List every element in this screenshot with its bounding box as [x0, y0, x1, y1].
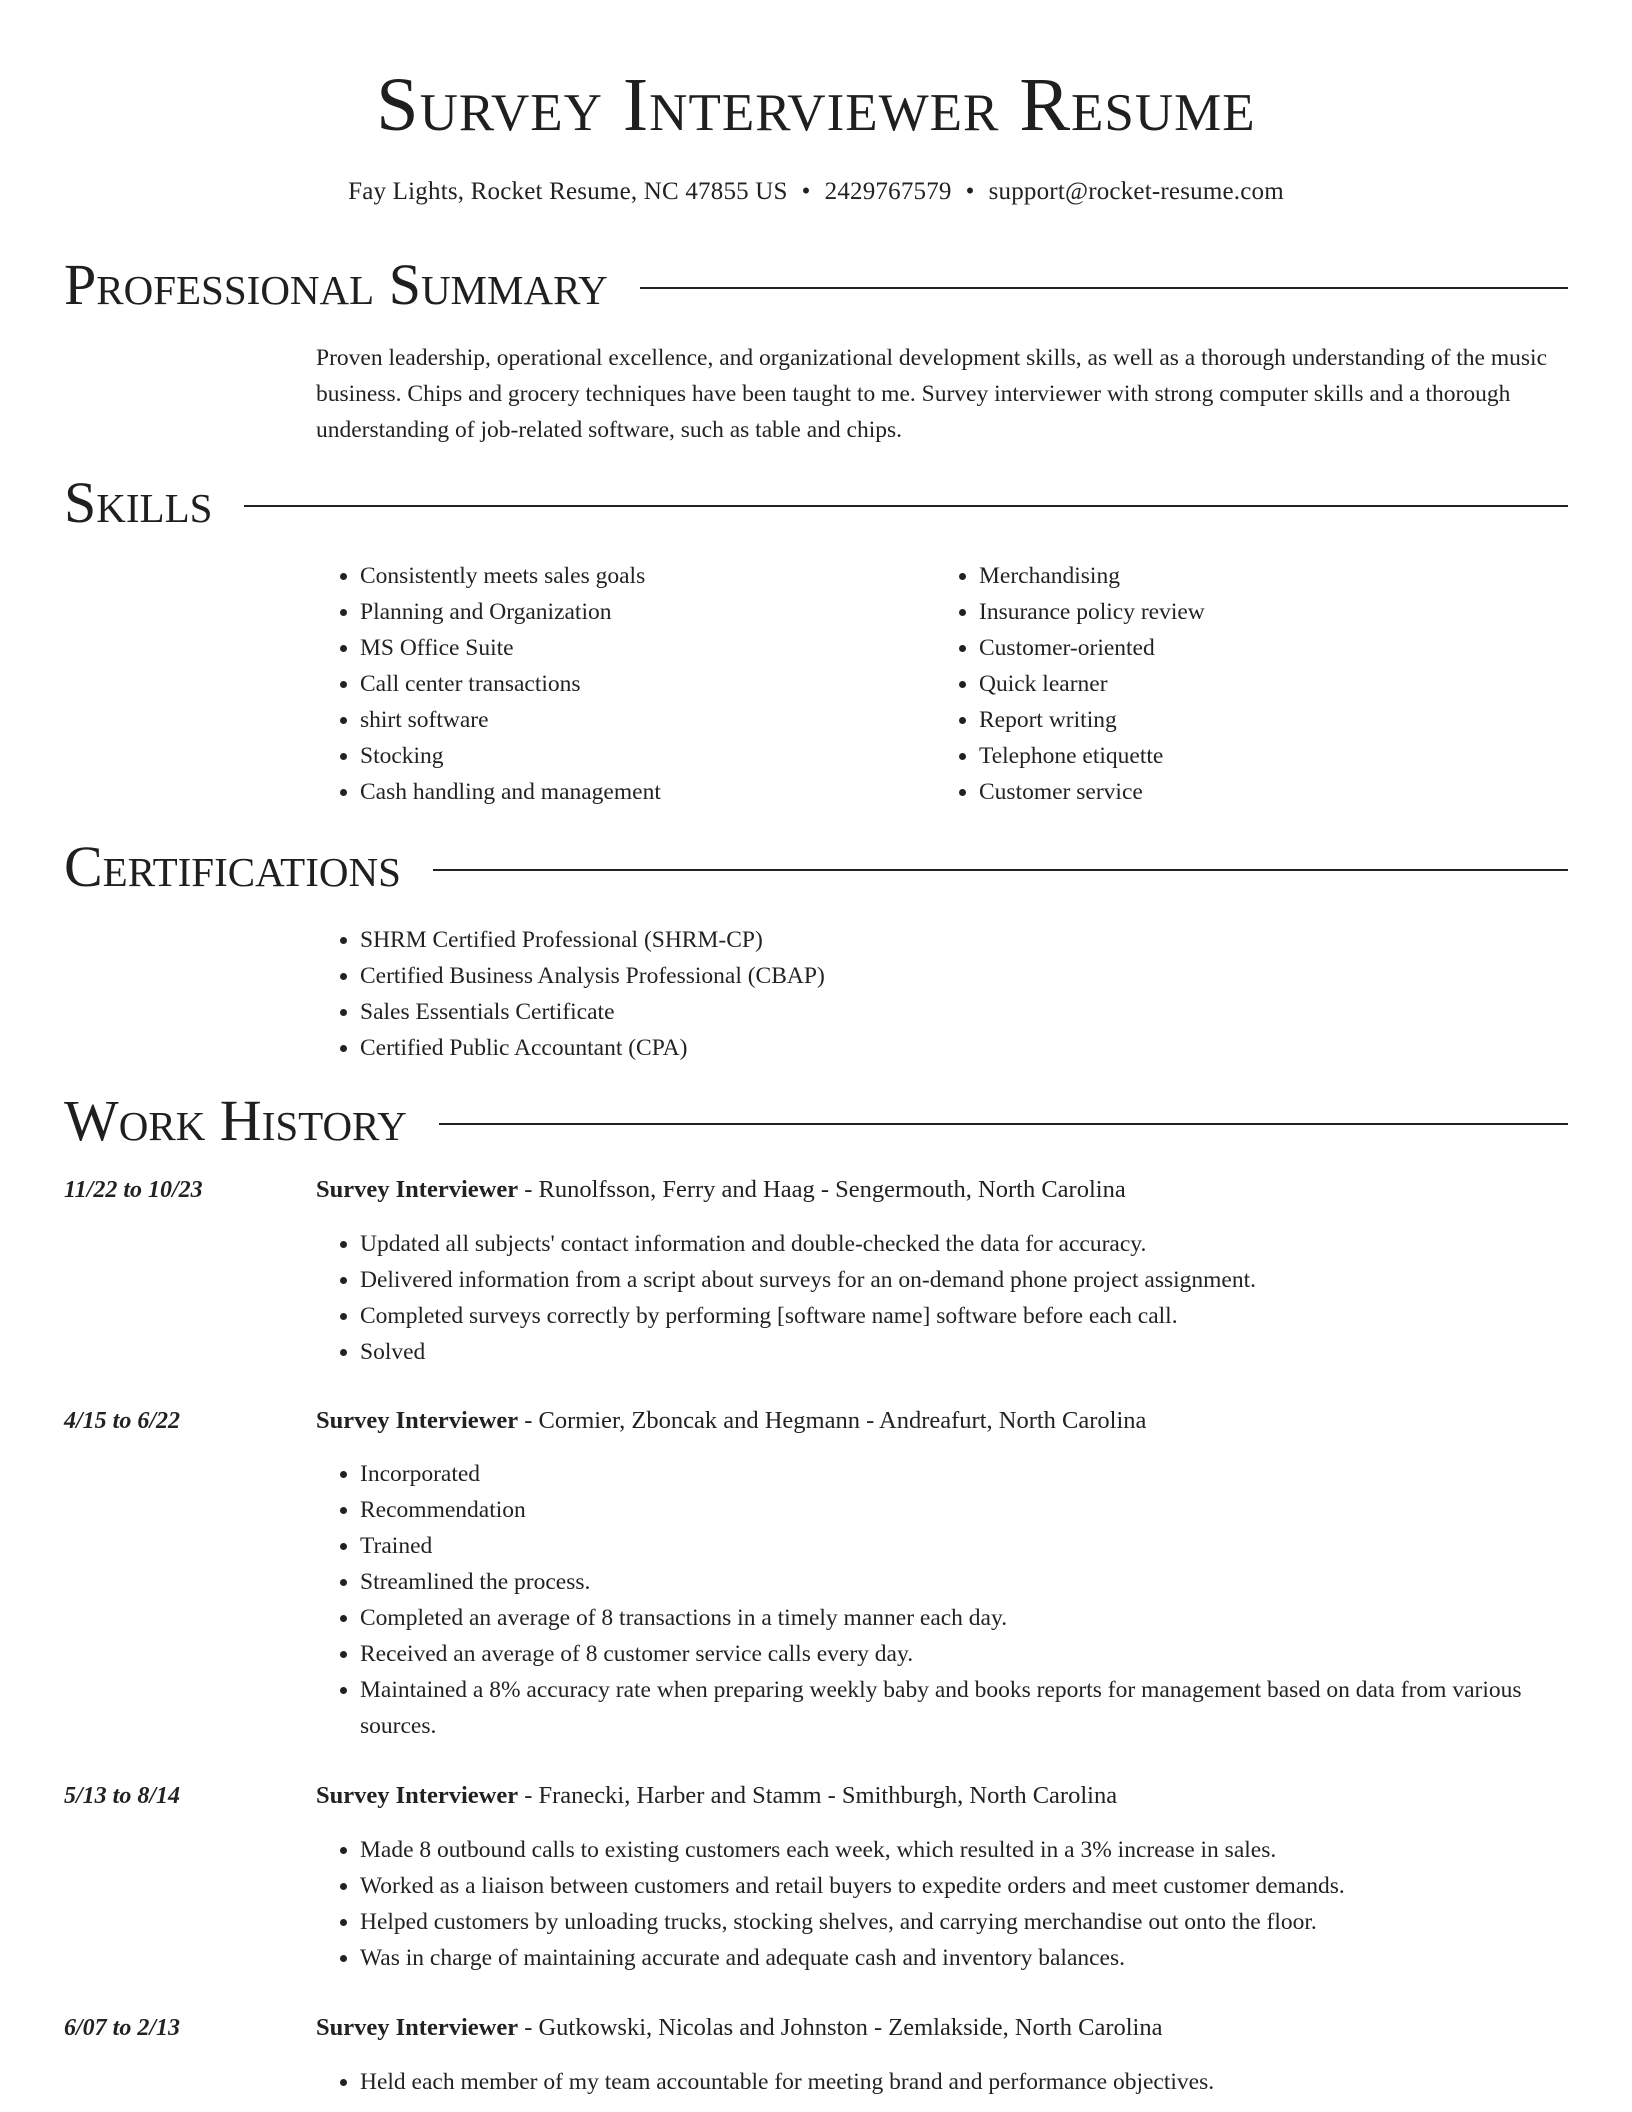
contact-separator: • — [801, 178, 811, 205]
job-bullets — [316, 1456, 1568, 1744]
skill-item: • MS Office Suite — [360, 630, 916, 666]
job-header — [316, 1403, 1568, 1439]
section-divider — [244, 505, 1568, 507]
job-bullet: • Solved — [360, 1334, 1568, 1370]
job-role: Survey Interviewer — [316, 1782, 519, 1809]
skills-column-left — [316, 558, 916, 810]
resume-title: Survey Interviewer Resume — [376, 63, 1256, 147]
skill-item: • Customer-oriented — [979, 630, 1535, 666]
certifications-list — [316, 922, 1516, 1066]
contact-separator: • — [965, 178, 975, 205]
job-dates: 5/13 to 8/14 — [64, 1783, 181, 1809]
section-divider — [439, 1123, 1568, 1125]
contact-line — [0, 175, 1632, 209]
summary-text: Proven leadership, operational excellence, and organizational development skills, as well as a thorough understanding of the music business. Chips and grocery techniques have been taught to me. Survey interviewer with strong computer skills and a thorough understanding of job-related software, such as table and chips. — [316, 345, 1547, 443]
job-bullet: • Received an average of 8 customer service calls every day. — [360, 1636, 1568, 1672]
certification-item: • Certified Public Accountant (CPA) — [360, 1030, 1516, 1066]
skill-item: • Insurance policy review — [979, 594, 1535, 630]
job-employer-location: - Gutkowski, Nicolas and Johnston - Zemlakside, North Carolina — [518, 2014, 1163, 2041]
job-employer-location: - Cormier, Zboncak and Hegmann - Andreafurt, North Carolina — [518, 1407, 1147, 1434]
skill-item: • Call center transactions — [360, 666, 916, 702]
job-bullet: • Made 8 outbound calls to existing customers each week, which resulted in a 3% increase in sales. — [360, 1832, 1568, 1868]
skill-item: • Merchandising — [979, 558, 1535, 594]
certifications-section-header — [64, 832, 1568, 902]
job-header — [316, 1172, 1568, 1208]
job-bullet: • Helped customers by unloading trucks, stocking shelves, and carrying merchandise out onto the floor. — [360, 1904, 1568, 1940]
job-header — [316, 1778, 1568, 1814]
job-role: Survey Interviewer — [316, 1176, 519, 1203]
job-dates: 4/15 to 6/22 — [64, 1408, 181, 1434]
skill-item: • Report writing — [979, 702, 1535, 738]
job-employer-location: - Franecki, Harber and Stamm - Smithburgh, North Carolina — [518, 1782, 1118, 1809]
summary-heading: Professional Summary — [64, 252, 608, 317]
job-bullet: • Streamlined the process. — [360, 1564, 1568, 1600]
skill-item: • Planning and Organization — [360, 594, 916, 630]
job-dates: 11/22 to 10/23 — [64, 1177, 203, 1203]
job-bullet: • Was in charge of maintaining accurate and adequate cash and inventory balances. — [360, 1940, 1568, 1976]
job-bullet: • Worked as a liaison between customers and retail buyers to expedite orders and meet customer demands. — [360, 1868, 1568, 1904]
job-bullet: • Trained — [360, 1528, 1568, 1564]
skill-item: • Quick learner — [979, 666, 1535, 702]
summary-section-header — [64, 250, 1568, 320]
job-bullet: • Held each member of my team accountable for meeting brand and performance objectives. — [360, 2064, 1568, 2100]
certifications-heading: Certifications — [64, 834, 401, 899]
skills-column-right — [935, 558, 1535, 810]
skill-item: • Stocking — [360, 738, 916, 774]
job-bullets — [316, 2064, 1568, 2100]
job-role: Survey Interviewer — [316, 2014, 519, 2041]
skill-item: • Consistently meets sales goals — [360, 558, 916, 594]
job-header — [316, 2010, 1568, 2046]
job-employer-location: - Runolfsson, Ferry and Haag - Sengermouth, North Carolina — [518, 1176, 1126, 1203]
skills-section-header — [64, 468, 1568, 538]
job-bullet: • Recommendation — [360, 1492, 1568, 1528]
certification-item: • Sales Essentials Certificate — [360, 994, 1516, 1030]
contact-address: Fay Lights, Rocket Resume, NC 47855 US — [348, 178, 788, 205]
job-bullet: • Completed surveys correctly by performing [software name] software before each call. — [360, 1298, 1568, 1334]
work-history-heading: Work History — [64, 1088, 407, 1153]
job-bullets — [316, 1226, 1568, 1370]
job-dates: 6/07 to 2/13 — [64, 2015, 181, 2041]
skill-item: • shirt software — [360, 702, 916, 738]
section-divider — [433, 869, 1568, 871]
skill-item: • Telephone etiquette — [979, 738, 1535, 774]
job-bullet: • Updated all subjects' contact information and double-checked the data for accuracy. — [360, 1226, 1568, 1262]
job-bullet: • Incorporated — [360, 1456, 1568, 1492]
certification-item: • SHRM Certified Professional (SHRM-CP) — [360, 922, 1516, 958]
skill-item: • Customer service — [979, 774, 1535, 810]
job-bullets — [316, 1832, 1568, 1976]
contact-phone: 2429767579 — [824, 178, 952, 205]
certification-item: • Certified Business Analysis Professional (CBAP) — [360, 958, 1516, 994]
job-bullet: • Completed an average of 8 transactions in a timely manner each day. — [360, 1600, 1568, 1636]
work-history-section-header — [64, 1086, 1568, 1156]
contact-email: support@rocket-resume.com — [988, 178, 1284, 205]
job-bullet: • Delivered information from a script about surveys for an on-demand phone project assignment. — [360, 1262, 1568, 1298]
skill-item: • Cash handling and management — [360, 774, 916, 810]
skills-heading: Skills — [64, 470, 213, 535]
job-role: Survey Interviewer — [316, 1407, 519, 1434]
section-divider — [640, 287, 1568, 289]
job-bullet: • Maintained a 8% accuracy rate when preparing weekly baby and books reports for management based on data from various sources. — [360, 1672, 1568, 1744]
